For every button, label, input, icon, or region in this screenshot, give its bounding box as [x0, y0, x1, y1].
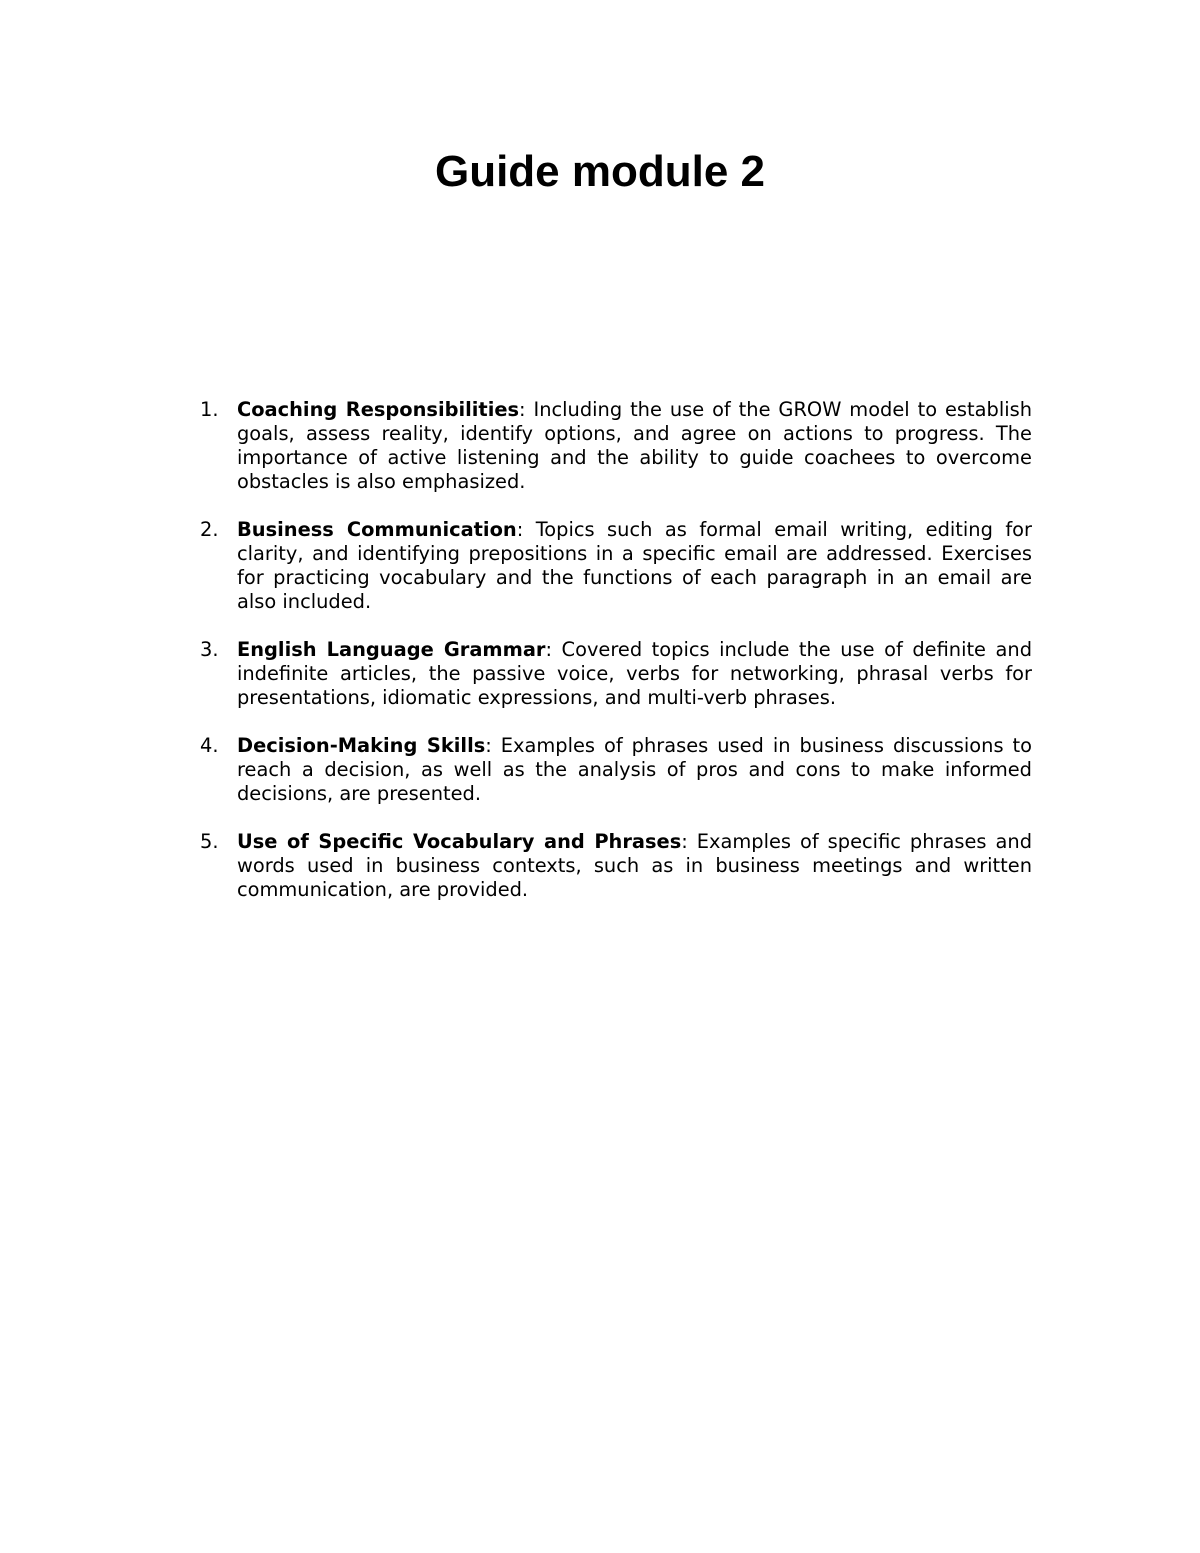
list-item-term: English Language Grammar: [237, 638, 546, 661]
list-item-term: Use of Specific Vocabulary and Phrases: [237, 830, 682, 853]
list-item-text: : Including the use of the GROW model to establish goals, assess reality, identify options, and agree on actions to progress. The importance of active listening and the ability to guide coachees to overcome obstacles is also emphasized.: [237, 398, 1032, 493]
list-item-number: 2.: [200, 518, 219, 541]
list-item: [200, 734, 1032, 806]
document-title: Guide module 2: [434, 147, 766, 196]
list-item: [200, 518, 1032, 614]
list-item-term: Coaching Responsibilities: [237, 398, 520, 421]
list-item-number: 1.: [200, 398, 219, 421]
list-item: [200, 830, 1032, 902]
list-item-number: 3.: [200, 638, 219, 661]
list-item-term: Decision-Making Skills: [237, 734, 486, 757]
list-item-number: 4.: [200, 734, 219, 757]
list-item: [200, 398, 1032, 494]
list-item-text: : Topics such as formal email writing, editing for clarity, and identifying prepositions in a specific email are addressed. Exercises for practicing vocabulary and the functions of each paragraph in an email are also included.: [237, 518, 1033, 613]
topic-list: [200, 398, 1032, 926]
list-item-term: Business Communication: [237, 518, 517, 541]
list-item-number: 5.: [200, 830, 219, 853]
list-item-text: : Covered topics include the use of definite and indefinite articles, the passive voice, verbs for networking, phrasal verbs for presentations, idiomatic expressions, and multi-verb phrases.: [237, 638, 1032, 709]
list-item-text: : Examples of specific phrases and words used in business contexts, such as in business meetings and written communication, are provided.: [237, 830, 1032, 901]
list-item: [200, 638, 1032, 710]
list-item-text: : Examples of phrases used in business discussions to reach a decision, as well as the analysis of pros and cons to make informed decisions, are presented.: [237, 734, 1032, 805]
